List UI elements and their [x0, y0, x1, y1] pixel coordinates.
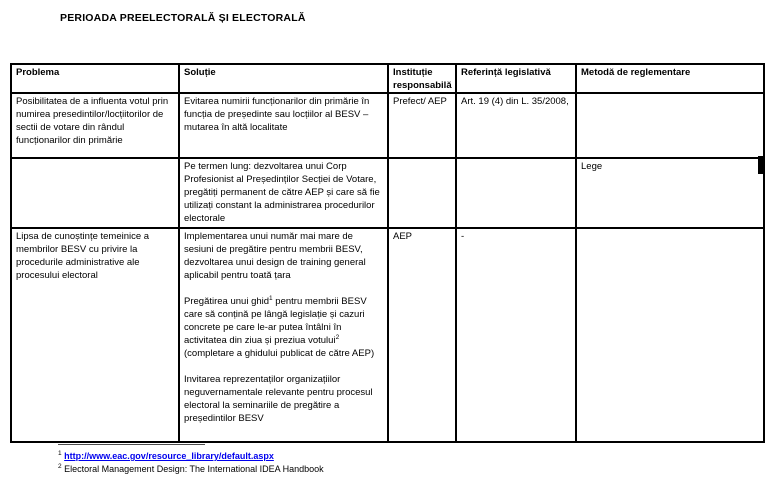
solutie-paragraph-3: Invitarea reprezentaților organizațiilor neguvernamentale relevante pentru procesul electoral la seminariile de pregătire a președintilor BESV [184, 374, 373, 424]
cell-institutie-3: AEP [388, 228, 456, 442]
col-header-metoda: Metodă de reglementare [576, 64, 764, 93]
table-edge-marker [758, 156, 764, 174]
col-header-solutie: Soluție [179, 64, 388, 93]
col-header-referinta: Referință legislativă [456, 64, 576, 93]
paragraph-text: pentru membrii BESV care să conțină pe lângă legislație și cazuri concrete pe care le-ar putea întâlni în activitatea din ziua și preziua votului [184, 296, 367, 346]
solutie-paragraph-2 [184, 295, 382, 360]
solutie-paragraph-1: Implementarea unui număr mai mare de sesiuni de pregătire pentru membrii BESV, dezvoltarea unui design de training general aplicabil pentru toată țara [184, 231, 366, 281]
cell-problema-3: Lipsa de cunoștințe temeinice a membrilor BESV cu privire la procedurile administrative ale procesului electoral [11, 228, 179, 442]
cell-solutie-1: Evitarea numirii funcționarilor din primărie în funcția de președinte sau locțiilor al BESV – mutarea în altă localitate [179, 93, 388, 158]
table-row [11, 93, 764, 158]
cell-metoda-3 [576, 228, 764, 442]
footnote-link[interactable]: http://www.eac.gov/resource_library/default.aspx [64, 451, 274, 461]
cell-problema-2 [11, 158, 179, 228]
col-header-problema: Problema [11, 64, 179, 93]
cell-metoda-2: Lege [576, 158, 764, 228]
footnote-1 [58, 450, 274, 462]
table-row [11, 228, 764, 442]
footnote-separator [58, 444, 205, 445]
footnote-text: Electoral Management Design: The International IDEA Handbook [64, 464, 324, 474]
footnote-2 [58, 463, 324, 475]
cell-institutie-1: Prefect/ AEP [388, 93, 456, 158]
table-header-row [11, 64, 764, 93]
cell-institutie-2 [388, 158, 456, 228]
cell-problema-1: Posibilitatea de a influenta votul prin numirea presedintilor/locțiitorilor de sectii de votare din rândul funcționarilor din primărie [11, 93, 179, 158]
footnote-marker-2: 2 [58, 463, 62, 470]
cell-referinta-2 [456, 158, 576, 228]
page-title: PERIOADA PREELECTORALĂ ȘI ELECTORALĂ [60, 12, 306, 24]
col-header-institutie: Instituție responsabilă [388, 64, 456, 93]
footnote-marker-1: 1 [58, 450, 62, 457]
footnote-ref-1: 1 [269, 294, 273, 302]
footnote-ref-2: 2 [335, 333, 340, 341]
cell-solutie-3 [179, 228, 388, 442]
cell-metoda-1 [576, 93, 764, 158]
paragraph-text: Pregătirea unui ghid [184, 296, 270, 307]
cell-solutie-2: Pe termen lung: dezvoltarea unui Corp Profesionist al Președinților Secției de Votare, pregătiți permanent de către AEP și care să fie utilizați constant la administrarea procedurilor electorale [179, 158, 388, 228]
problems-solutions-table [10, 63, 765, 443]
table-row [11, 158, 764, 228]
paragraph-text: (completare a ghidului publicat de către AEP) [184, 348, 375, 359]
cell-referinta-3: - [456, 228, 576, 442]
cell-referinta-1: Art. 19 (4) din L. 35/2008, [456, 93, 576, 158]
